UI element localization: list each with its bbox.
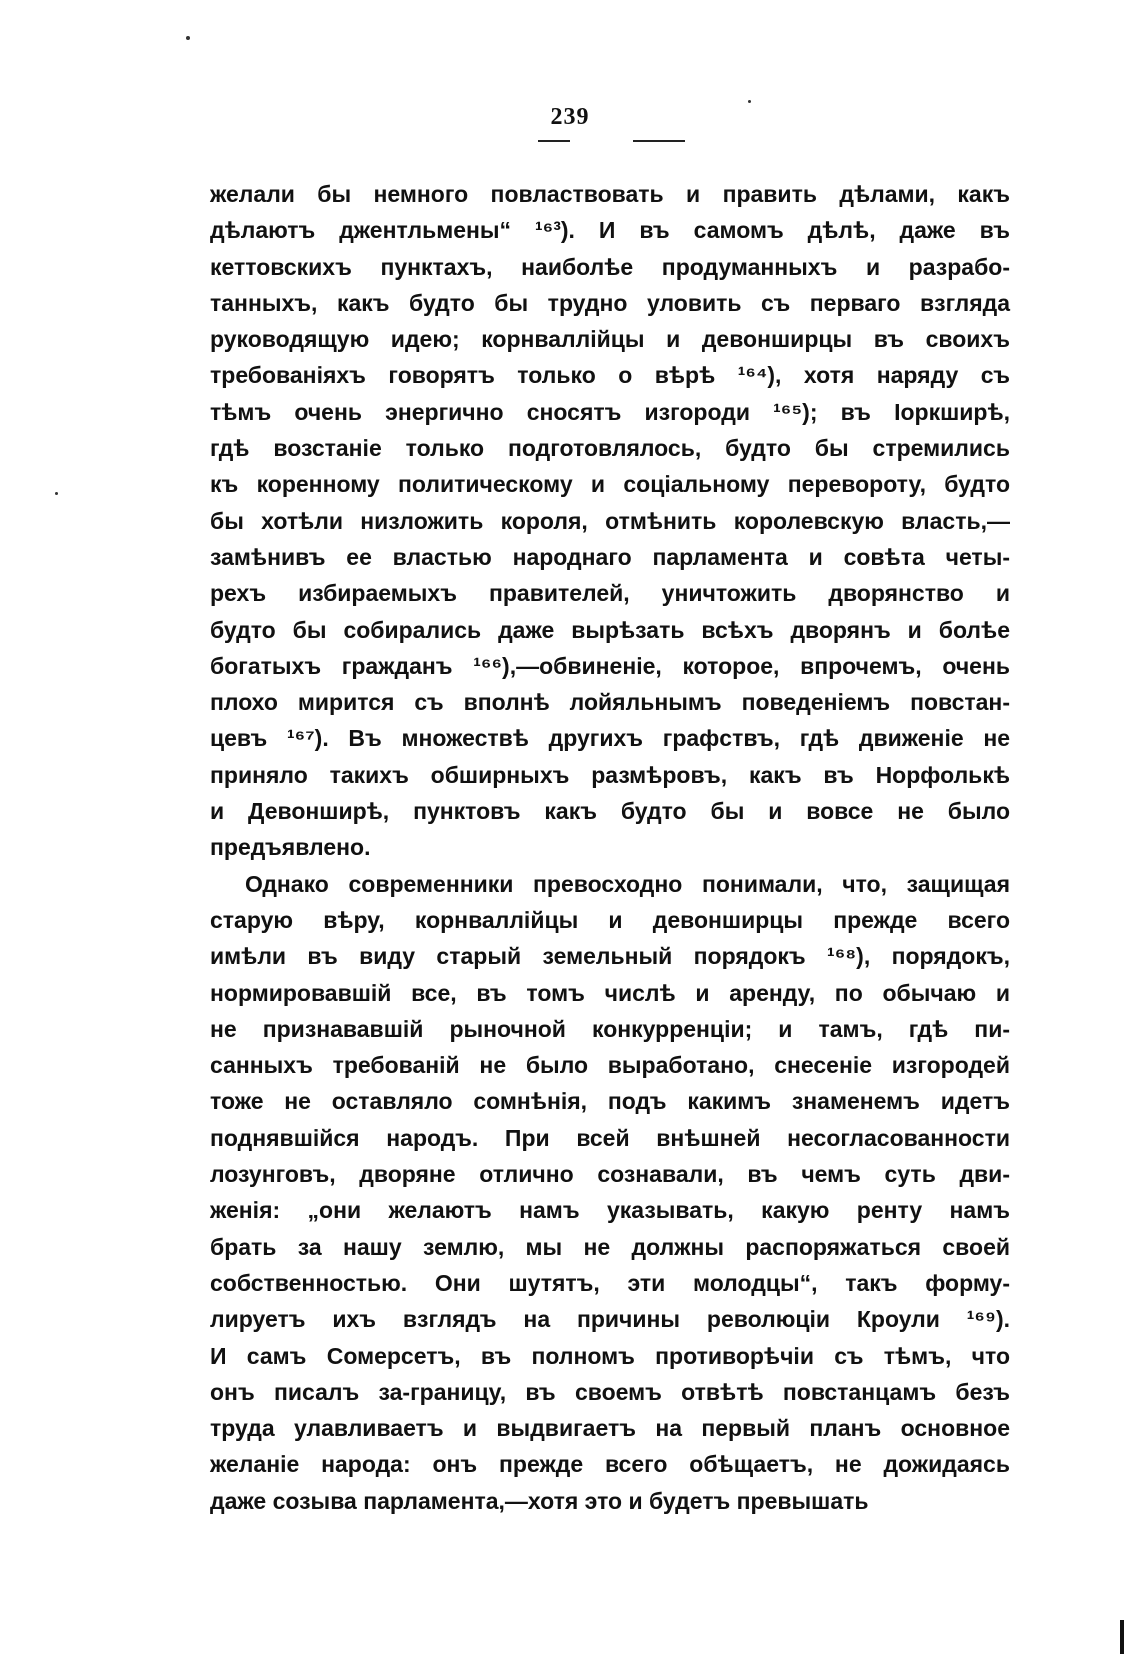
text-line: руководящую идею; корнваллійцы и девонширцы въ своихъ	[210, 326, 1010, 353]
text-line: и Девонширѣ, пунктовъ какъ будто бы и вовсе не было	[210, 798, 1010, 825]
scan-speck	[55, 492, 58, 495]
text-line: предъявлено.	[210, 834, 371, 861]
scan-speck	[186, 36, 190, 40]
text-line: танныхъ, какъ будто бы трудно уловить съ перваго взгляда	[210, 289, 1010, 316]
text-line: цевъ ¹⁶⁷). Въ множествѣ другихъ графствъ, гдѣ движеніе не	[210, 725, 1010, 752]
text-line: онъ писалъ за-границу, въ своемъ отвѣтѣ повстанцамъ безъ	[210, 1378, 1010, 1405]
text-line: желали бы немного повластвовать и править дѣлами, какъ	[210, 181, 1010, 207]
text-line: къ коренному политическому и соціальному перевороту, будто	[210, 471, 1010, 498]
paragraph	[210, 176, 1010, 866]
text-line: приняло такихъ обширныхъ размѣровъ, какъ въ Норфолькѣ	[210, 761, 1010, 788]
text-line: желаніе народа: онъ прежде всего обѣщаетъ, не дожидаясь	[210, 1451, 1010, 1478]
text-line: санныхъ требованій не было выработано, снесеніе изгородей	[210, 1052, 1010, 1079]
text-line: лируетъ ихъ взглядъ на причины революціи Кроули ¹⁶⁹).	[210, 1306, 1010, 1333]
text-line: не признававшій рыночной конкурренціи; и тамъ, гдѣ пи-	[210, 1015, 1010, 1042]
header-rule-right	[633, 140, 685, 142]
paragraph	[210, 866, 1010, 1519]
text-line: кеттовскихъ пунктахъ, наиболѣе продуманныхъ и разрабо-	[210, 253, 1010, 280]
scan-speck	[748, 100, 751, 103]
text-line: старую вѣру, корнваллійцы и девонширцы прежде всего	[210, 906, 1010, 933]
text-line: даже созыва парламента,—хотя это и будетъ превышать	[210, 1487, 869, 1514]
scan-edge-mark	[1120, 1620, 1124, 1654]
text-line: плохо мирится съ вполнѣ лойяльнымъ поведеніемъ повстан-	[210, 689, 1010, 716]
text-line: будто бы собирались даже вырѣзать всѣхъ дворянъ и болѣе	[210, 616, 1010, 643]
text-line: И самъ Сомерсетъ, въ полномъ противорѣчіи съ тѣмъ, что	[210, 1342, 1010, 1369]
text-line: труда улавливаетъ и выдвигаетъ на первый планъ основное	[210, 1415, 1010, 1442]
text-line: замѣнивъ ее властью народнаго парламента и совѣта четы-	[210, 543, 1010, 570]
text-line: дѣлаютъ джентльмены“ ¹⁶³). И въ самомъ дѣлѣ, даже въ	[210, 217, 1010, 244]
body-text	[210, 176, 1010, 1519]
text-line: требованіяхъ говорятъ только о вѣрѣ ¹⁶⁴), хотя наряду съ	[210, 362, 1010, 389]
text-line: нормировавшій все, въ томъ числѣ и аренду, по обычаю и	[210, 979, 1010, 1006]
text-line: тѣмъ очень энергично сносятъ изгороди ¹⁶⁵); въ Іоркширѣ,	[210, 398, 1010, 425]
text-line: поднявшійся народъ. При всей внѣшней несогласованности	[210, 1124, 1010, 1151]
text-line: бы хотѣли низложить короля, отмѣнить королевскую власть,—	[210, 507, 1010, 534]
text-line: собственностью. Они шутятъ, эти молодцы“, такъ форму-	[210, 1269, 1010, 1296]
text-line: женія: „они желаютъ намъ указывать, какую ренту намъ	[210, 1197, 1010, 1224]
text-line: богатыхъ гражданъ ¹⁶⁶),—обвиненіе, которое, впрочемъ, очень	[210, 652, 1010, 679]
text-line: рехъ избираемыхъ правителей, уничтожить дворянство и	[210, 580, 1010, 607]
text-line: брать за нашу землю, мы не должны распоряжаться своей	[210, 1233, 1010, 1260]
text-line: тоже не оставляло сомнѣнія, подъ какимъ знаменемъ идетъ	[210, 1088, 1010, 1115]
text-line: имѣли въ виду старый земельный порядокъ ¹⁶⁸), порядокъ,	[210, 943, 1010, 970]
text-line: Однако современники превосходно понимали, что, защищая	[245, 870, 1010, 897]
header-rule-left	[538, 140, 570, 142]
text-line: лозунговъ, дворяне отлично сознавали, въ чемъ суть дви-	[210, 1161, 1010, 1188]
page-number: 239	[550, 104, 590, 130]
text-line: гдѣ возстаніе только подготовлялось, будто бы стремились	[210, 435, 1010, 462]
